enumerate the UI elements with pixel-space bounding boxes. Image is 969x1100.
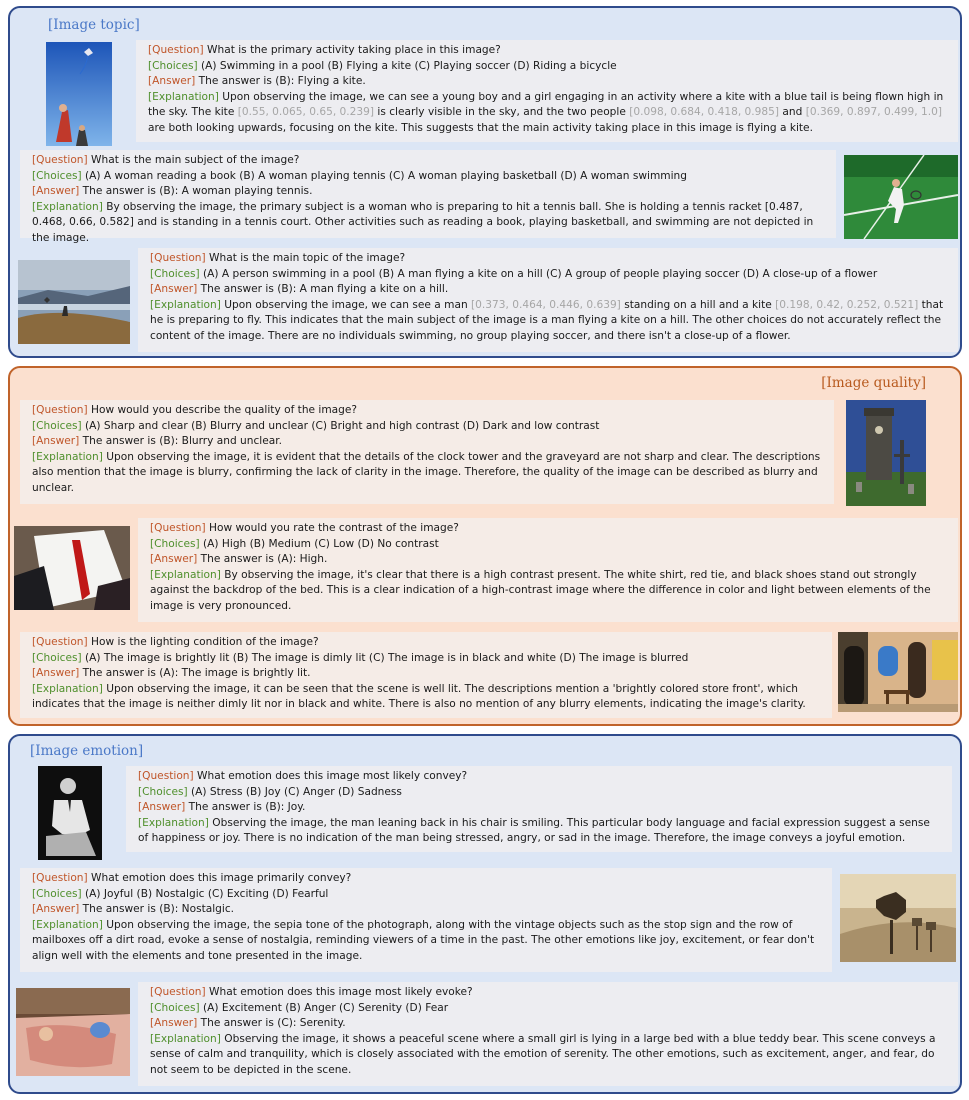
- answer-label: [Answer]: [32, 435, 80, 447]
- answer-text: The answer is (B): A man flying a kite on a hill.: [200, 283, 449, 295]
- explanation-text: Upon observing the image, it is evident that the details of the clock tower and the graveyard are not sharp and clear. The descriptions also mention that the image is blurry, confirming the lack of clarity in the image. Therefore, the quality of the image can be described as blurry and unclear.: [32, 450, 821, 494]
- explanation-label: [Explanation]: [138, 816, 209, 829]
- question-label: [Question]: [150, 252, 206, 264]
- answer-label: [Answer]: [32, 903, 80, 915]
- answer-label: [Answer]: [32, 667, 80, 679]
- question-text: What is the main topic of the image?: [209, 252, 406, 264]
- choices-text: (A) Sharp and clear (B) Blurry and unclear (C) Bright and high contrast (D) Dark and low contrast: [85, 419, 600, 432]
- qa-card: [138, 248, 958, 352]
- explanation-label: [Explanation]: [32, 682, 103, 695]
- explanation-text: is clearly visible in the sky, and the two people: [374, 106, 630, 118]
- explanation-label: [Explanation]: [150, 1032, 221, 1045]
- section-title: [Image emotion]: [30, 743, 144, 759]
- qa-card: [126, 766, 952, 852]
- explanation-label: [Explanation]: [32, 200, 103, 213]
- choices-text: (A) Joyful (B) Nostalgic (C) Exciting (D) Fearful: [85, 887, 329, 900]
- question-text: What is the primary activity taking place in this image?: [207, 44, 501, 56]
- choices-label: [Choices]: [32, 419, 82, 432]
- man-chair-photo: [38, 766, 102, 860]
- answer-label: [Answer]: [150, 283, 198, 295]
- question-label: [Question]: [148, 44, 204, 56]
- question-label: [Question]: [32, 154, 88, 166]
- choices-label: [Choices]: [32, 169, 82, 182]
- sepia-stop-sign-photo: [840, 874, 956, 962]
- explanation-text: Upon observing the image, the sepia tone of the photograph, along with the vintage objects such as the stop sign and the row of mailboxes off a dirt road, evoke a sense of nostalgia, reminding viewers of a time in the past. The other emotions like joy, excitement, or fear don't align well with the elements and tone presented in the image.: [32, 918, 815, 962]
- explanation-label: [Explanation]: [150, 568, 221, 581]
- answer-text: The answer is (C): Serenity.: [200, 1017, 346, 1029]
- qa-card: [20, 868, 832, 972]
- explanation-text: Upon observing the image, we can see a young boy and a girl engaging in an activity where a kite with a blue tail is being flown high in the sky. The kite: [148, 90, 944, 118]
- bounding-box-text: [0.098, 0.684, 0.418, 0.985]: [629, 106, 780, 118]
- choices-text: (A) Excitement (B) Anger (C) Serenity (D) Fear: [203, 1001, 449, 1014]
- qa-card: [138, 982, 958, 1086]
- section-title: [Image quality]: [821, 375, 926, 391]
- explanation-text: By observing the image, the primary subject is a woman who is preparing to hit a tennis ball. She is holding a tennis racket [0.487, 0.468, 0.66, 0.582] and is standing in a tennis court. Other activities such as reading a book, playing basketball, and swimming are not depicted in the image.: [32, 200, 814, 244]
- girl-bed-photo: [16, 988, 130, 1076]
- explanation-label: [Explanation]: [148, 90, 219, 103]
- choices-text: (A) Stress (B) Joy (C) Anger (D) Sadness: [191, 785, 402, 798]
- explanation-text: standing on a hill and a kite: [620, 298, 776, 311]
- question-label: [Question]: [32, 636, 88, 648]
- qa-card: [20, 150, 836, 244]
- qa-card: [136, 40, 958, 142]
- explanation-label: [Explanation]: [150, 298, 221, 311]
- choices-text: (A) The image is brightly lit (B) The image is dimly lit (C) The image is in black and white (D) The image is blurred: [85, 651, 689, 664]
- choices-label: [Choices]: [150, 1001, 200, 1014]
- explanation-label: [Explanation]: [32, 450, 103, 463]
- question-label: [Question]: [32, 404, 88, 416]
- explanation-text: Upon observing the image, it can be seen that the scene is well lit. The descriptions mention a 'brightly colored store front', which indicates that the image is neither dimly lit nor in black and white. There is also no mention of any blurry elements, indicating the image's clarity.: [32, 682, 806, 710]
- choices-label: [Choices]: [138, 785, 188, 798]
- explanation-text: and: [779, 106, 806, 118]
- qa-card: [20, 400, 834, 504]
- section-image-emotion: [8, 734, 962, 1094]
- choices-text: (A) A person swimming in a pool (B) A man flying a kite on a hill (C) A group of people playing soccer (D) A close-up of a flower: [203, 267, 878, 280]
- answer-text: The answer is (B): Nostalgic.: [82, 903, 235, 915]
- explanation-text: By observing the image, it's clear that there is a high contrast present. The white shirt, red tie, and black shoes stand out strongly against the backdrop of the bed. This is a clear indication of a high-contrast image where the difference in color and light between elements of the image is very pronounced.: [150, 568, 931, 612]
- explanation-label: [Explanation]: [32, 918, 103, 931]
- question-text: How is the lighting condition of the image?: [91, 636, 319, 648]
- clock-tower-photo: [846, 400, 926, 506]
- choices-label: [Choices]: [32, 887, 82, 900]
- choices-text: (A) Swimming in a pool (B) Flying a kite (C) Playing soccer (D) Riding a bicycle: [201, 59, 617, 72]
- answer-label: [Answer]: [150, 1017, 198, 1029]
- section-title: [Image topic]: [48, 17, 140, 33]
- answer-text: The answer is (B): A woman playing tennis.: [82, 185, 313, 197]
- kite-photo: [46, 42, 112, 146]
- question-label: [Question]: [32, 872, 88, 884]
- choices-text: (A) High (B) Medium (C) Low (D) No contrast: [203, 537, 439, 550]
- question-text: What emotion does this image most likely convey?: [197, 770, 468, 782]
- bounding-box-text: [0.373, 0.464, 0.446, 0.639]: [471, 298, 621, 311]
- answer-text: The answer is (B): Flying a kite.: [198, 75, 366, 87]
- storefront-photo: [838, 632, 958, 712]
- answer-text: The answer is (A): The image is brightly lit.: [82, 667, 311, 679]
- explanation-text: Observing the image, it shows a peaceful scene where a small girl is lying in a large bed with a blue teddy bear. This scene conveys a sense of calm and tranquility, which is closely associated with the emotion of serenity. The other emotions, such as excitement, anger, and fear, do not seem to be depicted in the scene.: [150, 1032, 936, 1076]
- qa-card: [138, 518, 958, 622]
- answer-label: [Answer]: [32, 185, 80, 197]
- answer-label: [Answer]: [138, 801, 186, 813]
- tennis-photo: [844, 155, 958, 239]
- answer-label: [Answer]: [150, 553, 198, 565]
- choices-label: [Choices]: [150, 267, 200, 280]
- question-label: [Question]: [138, 770, 194, 782]
- choices-text: (A) A woman reading a book (B) A woman playing tennis (C) A woman playing basketball (D) A woman swimming: [85, 169, 687, 182]
- hill-kite-photo: [18, 260, 130, 344]
- question-label: [Question]: [150, 522, 206, 534]
- question-text: What emotion does this image most likely evoke?: [209, 986, 473, 998]
- shirt-tie-photo: [14, 526, 130, 610]
- qa-card: [20, 632, 832, 718]
- bounding-box-text: [0.369, 0.897, 0.499, 1.0]: [805, 106, 943, 118]
- question-label: [Question]: [150, 986, 206, 998]
- explanation-text: are both looking upwards, focusing on the kite. This suggests that the main activity taking place in this image is flying a kite.: [148, 121, 813, 134]
- choices-label: [Choices]: [148, 59, 198, 72]
- answer-label: [Answer]: [148, 75, 196, 87]
- choices-label: [Choices]: [150, 537, 200, 550]
- answer-text: The answer is (B): Joy.: [188, 801, 306, 813]
- answer-text: The answer is (B): Blurry and unclear.: [82, 435, 283, 447]
- section-image-topic: [8, 6, 962, 358]
- bounding-box-text: [0.198, 0.42, 0.252, 0.521]: [775, 298, 919, 311]
- explanation-text: that he is preparing to fly. This indicates that the main subject of the image is a man flying a kite on a hill. The other choices do not accurately reflect the content of the image. There are no individuals swimming, no group playing soccer, and there isn't a close-up of a flower.: [150, 298, 944, 342]
- bounding-box-text: [0.55, 0.065, 0.65, 0.239]: [237, 106, 375, 118]
- answer-text: The answer is (A): High.: [200, 553, 328, 565]
- question-text: How would you describe the quality of the image?: [91, 404, 358, 416]
- question-text: How would you rate the contrast of the image?: [209, 522, 459, 534]
- question-text: What is the main subject of the image?: [91, 154, 300, 166]
- explanation-text: Observing the image, the man leaning back in his chair is smiling. This particular body language and facial expression suggest a sense of happiness or joy. There is no indication of the man being stressed, angry, or sad in the image. Therefore, the image conveys a joyful emotion.: [138, 816, 930, 844]
- choices-label: [Choices]: [32, 651, 82, 664]
- explanation-text: Upon observing the image, we can see a man: [224, 298, 472, 311]
- section-image-quality: [8, 366, 962, 726]
- question-text: What emotion does this image primarily convey?: [91, 872, 352, 884]
